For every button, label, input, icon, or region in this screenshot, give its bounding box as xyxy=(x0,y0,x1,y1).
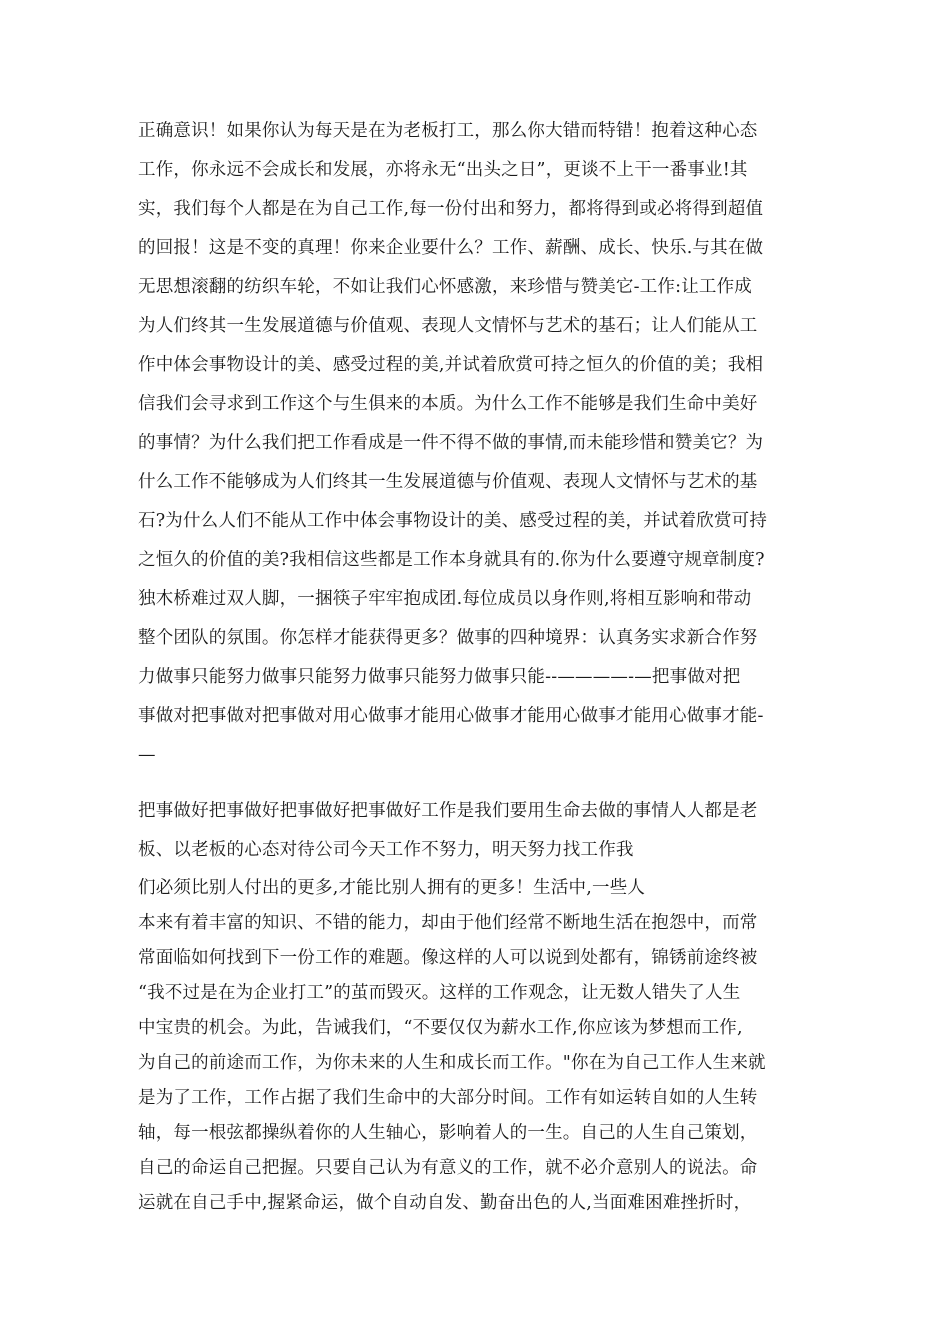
text-line: 实，我们每个人都是在为自己工作,每一份付出和努力，都将得到或必将得到超值 xyxy=(138,199,764,219)
text-line: 什么工作不能够成为人们终其一生发展道德与价值观、表现人文情怀与艺术的基 xyxy=(138,472,758,492)
text-line: 石?为什么人们不能从工作中体会事物设计的美、感受过程的美，并试着欣赏可持 xyxy=(138,511,768,531)
text-line: 本来有着丰富的知识、不错的能力，却由于他们经常不断地生活在抱怨中，而常 xyxy=(138,913,758,933)
text-line: 作中体会事物设计的美、感受过程的美,并试着欣赏可持之恒久的价值的美；我相 xyxy=(138,355,764,375)
text-line: 们必须比别人付出的更多,才能比别人拥有的更多！生活中,一些人 xyxy=(138,878,646,898)
text-line: — xyxy=(138,745,156,765)
text-line: 信我们会寻求到工作这个与生俱来的本质。为什么工作不能够是我们生命中美好 xyxy=(138,394,758,414)
text-line: 独木桥难过双人脚，一捆筷子牢牢抱成团.每位成员以身作则,将相互影响和带动 xyxy=(138,589,752,609)
text-line: 工作，你永远不会成长和发展，亦将永无“出头之日”，更谈不上干一番事业!其 xyxy=(138,160,748,180)
text-line: 的事情？为什么我们把工作看成是一件不得不做的事情,而未能珍惜和赞美它？为 xyxy=(138,433,764,453)
text-line: 自己的命运自己把握。只要自己认为有意义的工作，就不必介意别人的说法。命 xyxy=(138,1158,758,1178)
text-line: 是为了工作，工作占据了我们生命中的大部分时间。工作有如运转自如的人生转 xyxy=(138,1088,758,1108)
text-line: 的回报！这是不变的真理！你来企业要什么？工作、薪酬、成长、快乐.与其在做 xyxy=(138,238,764,258)
text-line: 板、以老板的心态对待公司今天工作不努力，明天努力找工作我 xyxy=(138,840,634,860)
text-line: 轴，每一根弦都操纵着你的人生轴心，影响着人的一生。自己的人生自己策划， xyxy=(138,1123,758,1143)
text-line: 为人们终其一生发展道德与价值观、表现人文情怀与艺术的基石；让人们能从工 xyxy=(138,316,758,336)
text-line: 力做事只能努力做事只能努力做事只能努力做事只能--————-—把事做对把 xyxy=(138,667,741,687)
text-line: 整个团队的氛围。你怎样才能获得更多？做事的四种境界：认真务实求新合作努 xyxy=(138,628,758,648)
text-line: 把事做好把事做好把事做好把事做好工作是我们要用生命去做的事情人人都是老 xyxy=(138,801,758,821)
text-line: 事做对把事做对把事做对用心做事才能用心做事才能用心做事才能用心做事才能- xyxy=(138,706,764,726)
text-line: 运就在自己手中,握紧命运，做个自动自发、勤奋出色的人,当面难困难挫折时， xyxy=(138,1193,752,1213)
text-line: 无思想滚翻的纺织车轮，不如让我们心怀感激，来珍惜与赞美它-工作:让工作成 xyxy=(138,277,753,297)
text-line: “我不过是在为企业打工”的茧而毁灭。这样的工作观念，让无数人错失了人生 xyxy=(138,983,741,1003)
text-line: 为自己的前途而工作，为你未来的人生和成长而工作。"你在为自己工作人生来就 xyxy=(138,1053,766,1073)
text-line: 中宝贵的机会。为此，告诫我们，“不要仅仅为薪水工作,你应该为梦想而工作, xyxy=(138,1018,743,1038)
text-line: 之恒久的价值的美?我相信这些都是工作本身就具有的.你为什么要遵守规章制度? xyxy=(138,550,765,570)
text-line: 正确意识！如果你认为每天是在为老板打工，那么你大错而特错！抱着这种心态 xyxy=(138,121,758,141)
text-line: 常面临如何找到下一份工作的难题。像这样的人可以说到处都有，锦锈前途终被 xyxy=(138,948,758,968)
